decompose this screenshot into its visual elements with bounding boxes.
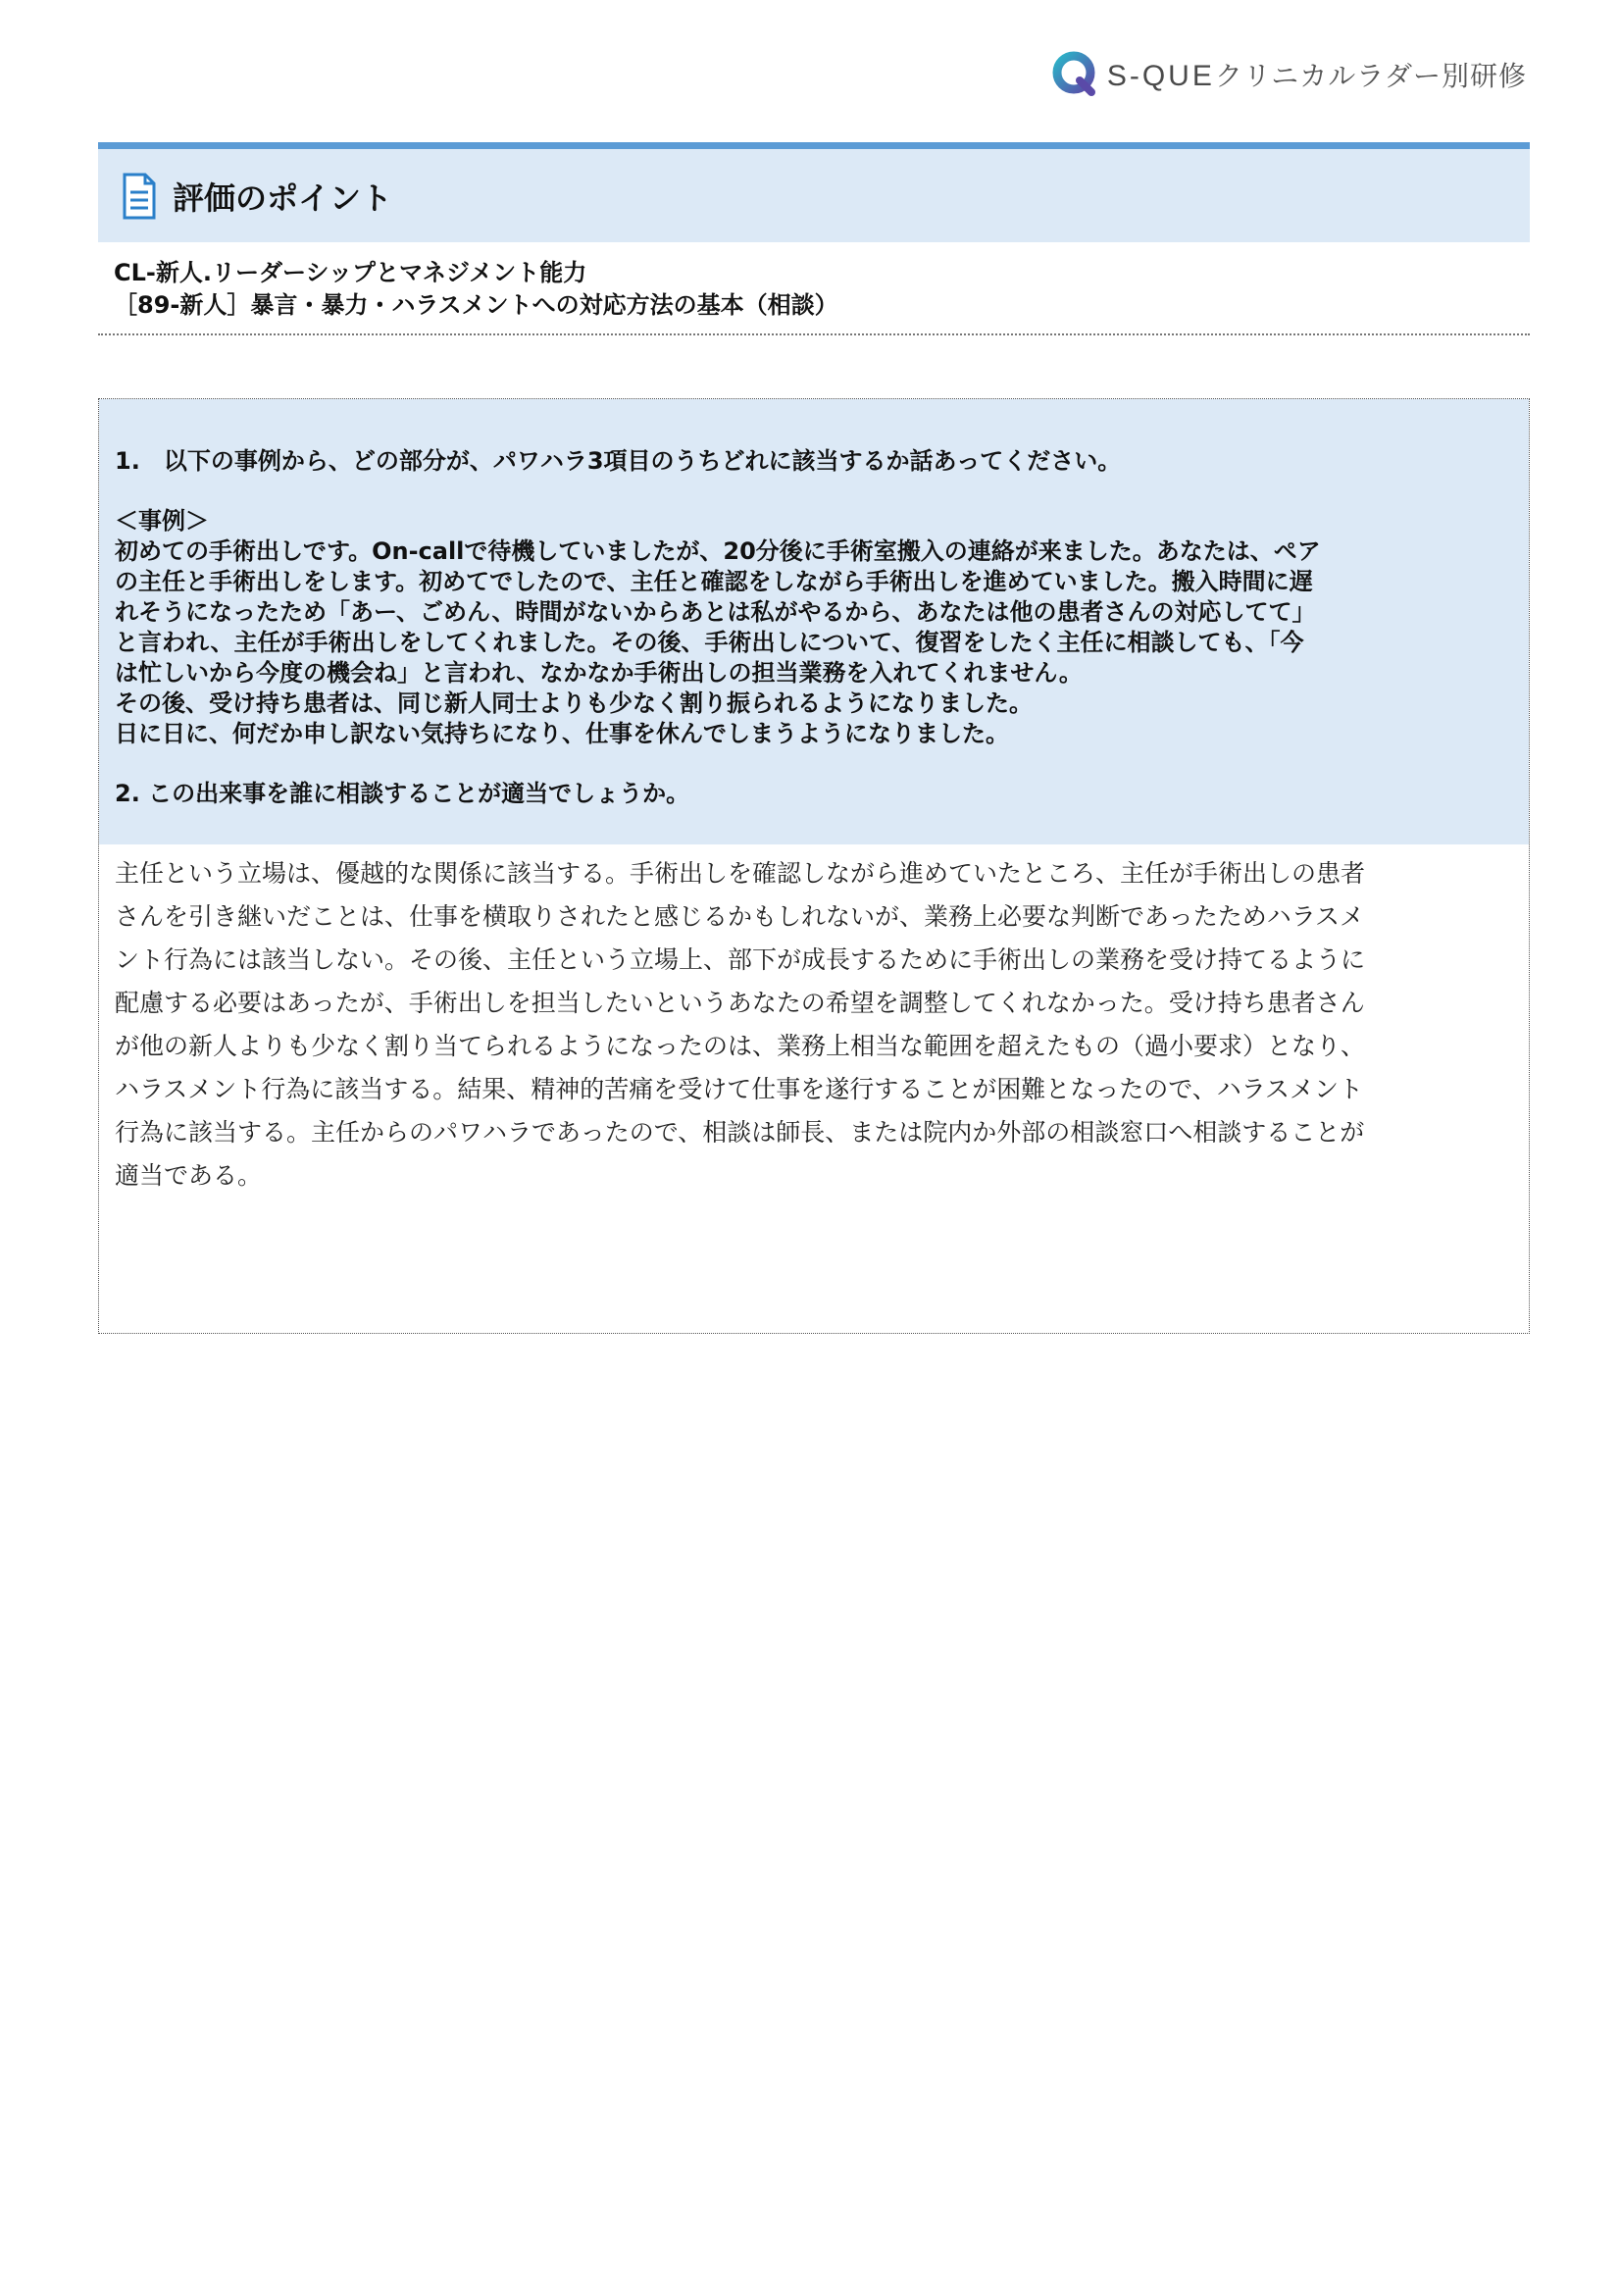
question-1: 1. 以下の事例から、どの部分が、パワハラ3項目のうちどれに該当するか話あってください。 xyxy=(115,447,1122,475)
logo-text xyxy=(1107,55,1527,94)
answer-line: 適当である。 xyxy=(115,1161,263,1190)
answer-line: 配慮する必要はあったが、手術出しを担当したいというあなたの希望を調整してくれなかった。受け持ち患者さん xyxy=(115,989,1365,1017)
divider xyxy=(98,333,1530,335)
answer-area xyxy=(99,844,1529,1198)
course-category: CL-新人.リーダーシップとマネジメント能力 xyxy=(114,259,587,286)
section-title: 評価のポイント xyxy=(173,179,393,217)
case-line: は忙しいから今度の機会ね」と言われ、なかなか手術出しの担当業務を入れてくれません。 xyxy=(115,659,1083,687)
answer-line: が他の新人よりも少なく割り当てられるようになったのは、業務上相当な範囲を超えたもの（過小要求）となり、 xyxy=(115,1032,1366,1060)
document-icon xyxy=(122,173,157,220)
answer-line: ント行為には該当しない。その後、主任という立場上、部下が成長するために手術出しの業務を受け持てるように xyxy=(115,945,1366,974)
case-line: と言われ、主任が手術出しをしてくれました。その後、手術出しについて、復習をしたく主任に相談しても、「今 xyxy=(115,629,1304,656)
logo-subtitle: クリニカルラダー別研修 xyxy=(1214,61,1527,91)
content-box xyxy=(98,398,1530,1334)
logo-brand: S-QUE xyxy=(1106,60,1215,92)
answer-line: ハラスメント行為に該当する。結果、精神的苦痛を受けて仕事を遂行することが困難となったので、ハラスメント xyxy=(115,1075,1364,1103)
case-label: ＜事例＞ xyxy=(115,507,209,535)
course-info xyxy=(114,257,1530,322)
case-line: れそうになったため「あー、ごめん、時間がないからあとは私がやるから、あなたは他の患者さんの対応してて」 xyxy=(115,598,1316,626)
case-line: その後、受け持ち患者は、同じ新人同士よりも少なく割り振られるようになりました。 xyxy=(115,689,1033,717)
course-title: ［89-新人］暴言・暴力・ハラスメントへの対応方法の基本（相談） xyxy=(114,291,838,319)
answer-line: 主任という立場は、優越的な関係に該当する。手術出しを確認しながら進めていたところ、主任が手術出しの患者 xyxy=(115,859,1366,888)
q-circle-logo-icon xyxy=(1050,49,1101,100)
case-line: 日に日に、何だか申し訳ない気持ちになり、仕事を休んでしまうようになりました。 xyxy=(115,720,1009,747)
question-2: 2. この出来事を誰に相談することが適当でしょうか。 xyxy=(115,780,690,807)
case-line: 初めての手術出しです。On-callで待機していましたが、20分後に手術室搬入の連絡が来ました。あなたは、ペア xyxy=(115,537,1321,565)
answer-line: さんを引き継いだことは、仕事を横取りされたと感じるかもしれないが、業務上必要な判断であったためハラスメ xyxy=(115,902,1365,931)
answer-line: 行為に該当する。主任からのパワハラであったので、相談は師長、または院内か外部の相談窓口へ相談することが xyxy=(115,1118,1365,1147)
section-header xyxy=(98,142,1530,242)
case-line: の主任と手術出しをします。初めてでしたので、主任と確認をしながら手術出しを進めていました。搬入時間に遅 xyxy=(115,568,1313,595)
question-area xyxy=(99,399,1529,844)
brand-logo xyxy=(1050,49,1527,100)
